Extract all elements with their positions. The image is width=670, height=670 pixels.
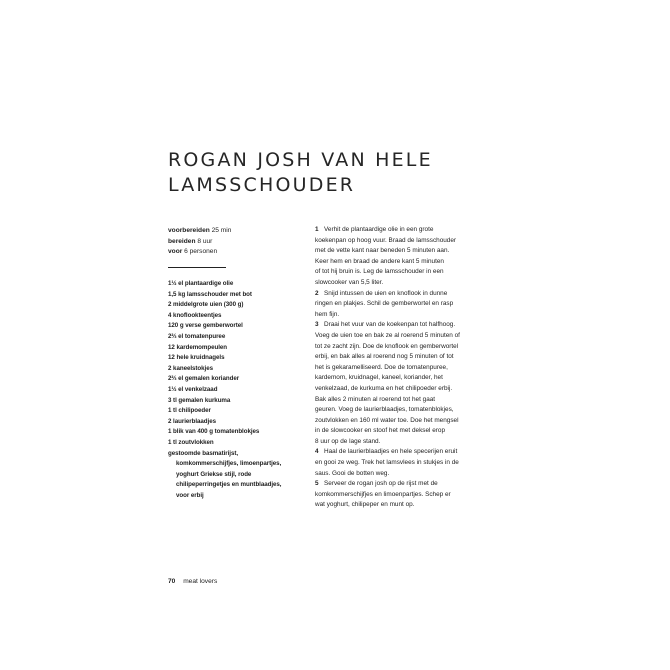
ingredient-item: 1 tl zoutvlokken <box>168 438 214 446</box>
step-text: wat yoghurt, chilipeper en munt op. <box>315 501 415 509</box>
method-steps <box>315 225 505 511</box>
ingredient-item: 1,5 kg lamsschouder met bot <box>168 290 252 298</box>
step-text: Serveer de rogan josh op de rijst met de <box>324 480 438 488</box>
servings-value: 6 personen <box>184 248 218 256</box>
step-text: Bak alles 2 minuten al roerend tot het gaat <box>315 395 436 403</box>
recipe-meta <box>168 226 308 258</box>
step-4 <box>315 447 505 458</box>
step-2 <box>315 289 505 300</box>
ingredient-item: 12 hele kruidnagels <box>168 354 225 362</box>
step-number: 5 <box>315 480 319 488</box>
garnish-line: gestoomde basmatirijst, <box>168 449 239 457</box>
step-text: geuren. Voeg de laurierblaadjes, tomatenblokjes, <box>315 406 454 414</box>
step-5 <box>315 479 505 490</box>
step-text: koekenpan op hoog vuur. Braad de lamsschouder <box>315 236 457 244</box>
garnish-line: yoghurt Griekse stijl, rode <box>176 470 252 478</box>
step-text: komkommerschijfjes en limoenpartjes. Schep er <box>315 490 451 498</box>
ingredients-divider <box>168 267 226 268</box>
step-text: tot ze zacht zijn. Doe de knoflook en gemberwortel <box>315 342 459 350</box>
prep-time-value: 25 min <box>211 227 232 234</box>
ingredient-item: 1½ el plantaardige olie <box>168 280 234 287</box>
step-number: 2 <box>315 289 319 297</box>
step-text: ringen en plakjes. Schil de gemberwortel en rasp <box>315 300 454 308</box>
ingredient-item: 120 g verse gemberwortel <box>168 322 243 330</box>
ingredient-item: 1½ el venkelzaad <box>168 385 218 393</box>
step-text: 8 uur op de lage stand. <box>315 437 381 445</box>
step-text: het is gekaramelliseerd. Doe de tomatenpuree, <box>315 363 448 371</box>
step-text: Voeg de uien toe en bak ze al roerend 5 minuten of <box>315 331 460 339</box>
ingredient-item: 2⅔ el tomatenpuree <box>168 332 226 340</box>
garnish-line: komkommerschijfjes, limoenpartjes, <box>176 460 282 468</box>
step-3 <box>315 320 505 331</box>
page-number: 70 <box>168 578 176 585</box>
section-name: meat lovers <box>183 578 218 585</box>
ingredient-item: 4 knoflookteentjes <box>168 311 222 319</box>
recipe-title-line-2: LAMSSCHOUDER <box>168 174 356 196</box>
step-text: Keer hem en braad de andere kant 5 minuten <box>315 257 444 265</box>
ingredient-item: 2⅔ el gemalen koriander <box>168 375 240 383</box>
step-text: erbij, en bak alles al roerend nog 5 minuten of tot <box>315 353 454 361</box>
step-text: zoutvlokken en 160 ml water toe. Doe het mengsel <box>315 416 459 424</box>
ingredient-item: 2 middelgrote uien (300 g) <box>168 301 244 309</box>
page-footer <box>168 577 217 587</box>
prep-time-label: voorbereiden <box>168 227 210 234</box>
step-text: venkelzaad, de kurkuma en het chilipoeder erbij. <box>315 384 453 392</box>
servings <box>168 247 308 258</box>
step-text: kardemom, kruidnagel, kaneel, koriander, het <box>315 374 443 382</box>
cook-time-label: bereiden <box>168 237 196 245</box>
recipe-title <box>168 148 498 198</box>
step-text: of tot hij bruin is. Leg de lamsschouder in een <box>315 268 444 276</box>
step-1 <box>315 225 505 236</box>
step-text: met de vette kant naar beneden 5 minuten aan. <box>315 247 450 255</box>
step-text: Verhit de plantaardige olie in een grote <box>324 226 434 233</box>
ingredient-list <box>168 279 308 501</box>
garnish-item <box>168 449 308 502</box>
garnish-line: voor erbij <box>176 491 204 499</box>
step-text: saus. Gooi de botten weg. <box>315 469 390 477</box>
ingredient-item: 3 tl gemalen kurkuma <box>168 396 231 404</box>
step-text: en gooi ze weg. Trek het lamsvlees in stukjes in de <box>315 459 459 467</box>
step-text: in de slowcooker en stoof het met deksel erop <box>315 427 446 435</box>
step-text: Haal de laurierblaadjes en hele specerijen eruit <box>324 448 458 456</box>
step-text: Draai het vuur van de koekenpan tot halfhoog. <box>324 321 456 329</box>
prep-time <box>168 226 308 237</box>
step-number: 4 <box>315 448 319 456</box>
step-number: 3 <box>315 321 319 329</box>
garnish-line: chilipeperringetjes en muntblaadjes, <box>176 481 282 489</box>
ingredient-item: 2 laurierblaadjes <box>168 417 216 425</box>
step-text: slowcooker van 5,5 liter. <box>315 278 384 286</box>
ingredient-item: 1 blik van 400 g tomatenblokjes <box>168 428 260 436</box>
recipe-title-line-1: ROGAN JOSH VAN HELE <box>168 149 433 171</box>
step-number: 1 <box>315 226 319 233</box>
ingredient-item: 1 tl chilipoeder <box>168 407 211 415</box>
servings-label: voor <box>168 248 183 256</box>
cook-time <box>168 237 308 248</box>
cook-time-value: 8 uur <box>197 237 213 245</box>
ingredient-item: 2 kaneelstokjes <box>168 364 213 372</box>
ingredient-item: 12 kardemompeulen <box>168 343 227 351</box>
step-text: Snijd intussen de uien en knoflook in dunne <box>324 289 448 297</box>
step-text: hem fijn. <box>315 310 340 318</box>
